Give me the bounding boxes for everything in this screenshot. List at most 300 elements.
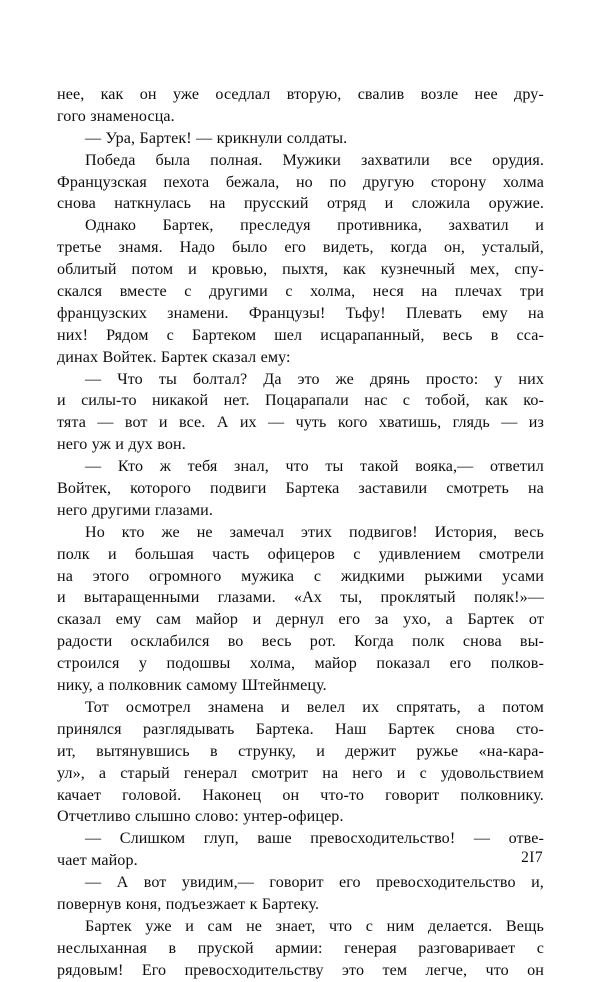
word: уже <box>145 917 172 935</box>
text-line <box>57 916 544 938</box>
word: вытаращенными <box>83 589 200 607</box>
word: динах <box>57 348 99 366</box>
word: кто <box>121 523 145 541</box>
word: этого <box>92 567 130 585</box>
word: усталый, <box>481 239 544 257</box>
word: он <box>527 961 544 979</box>
word: Что <box>117 370 143 388</box>
word: Войтек, <box>57 480 112 498</box>
word: рот. <box>309 633 336 651</box>
word: неся <box>372 283 404 301</box>
word: Плевать <box>405 304 462 322</box>
word: чает <box>57 852 87 870</box>
text-line <box>57 303 544 325</box>
text-line <box>57 369 544 391</box>
word: сказал <box>212 348 257 366</box>
word: вон. <box>157 436 186 454</box>
word: никакой <box>151 392 209 410</box>
word: А <box>216 414 229 432</box>
text-line <box>57 84 544 106</box>
word: на <box>421 283 438 301</box>
word: ему: <box>260 348 291 366</box>
word: захватил <box>448 217 509 235</box>
word: строился <box>57 655 120 673</box>
word: держит <box>345 742 397 760</box>
word: полковнику. <box>460 786 544 804</box>
word: же <box>161 523 180 541</box>
word: шел <box>274 326 303 344</box>
word: на <box>57 567 73 585</box>
word: — <box>501 414 518 432</box>
word: тебя <box>187 458 218 476</box>
word: кузнечный <box>380 261 456 279</box>
word: уже <box>172 86 200 103</box>
word: Вещь <box>505 917 544 935</box>
word: дернул <box>275 611 324 629</box>
text-line <box>57 741 544 763</box>
word: майор. <box>91 852 138 870</box>
word: ему <box>115 611 142 629</box>
word: них! <box>57 326 89 344</box>
word: ним <box>386 917 415 935</box>
word: ты <box>325 458 344 476</box>
word: полная. <box>210 151 263 169</box>
word: Бартек <box>467 611 515 629</box>
word: бежала, <box>225 173 280 191</box>
word: знамена <box>207 698 264 716</box>
text-line <box>57 675 544 697</box>
word: уж <box>91 436 111 454</box>
text-line <box>57 763 544 785</box>
word: кровью, <box>211 261 268 279</box>
word: третье <box>57 239 102 257</box>
word: унтер-офицер. <box>243 808 344 826</box>
word: а <box>97 677 105 695</box>
word: пыхтя, <box>282 261 329 279</box>
word: проклятый <box>380 589 456 607</box>
word: снова <box>462 633 502 651</box>
word: качает <box>57 786 102 804</box>
text-line <box>57 237 544 259</box>
word: с <box>402 392 411 410</box>
word: Штейнмецу. <box>241 677 327 695</box>
word: и <box>252 611 262 629</box>
text-line <box>57 960 544 982</box>
word: с <box>353 545 361 563</box>
word: подвигов! <box>348 523 418 541</box>
word: просто: <box>425 370 479 388</box>
word: слышно <box>134 808 191 826</box>
word: его <box>284 239 307 257</box>
word: и <box>280 698 290 716</box>
text-line <box>57 609 544 631</box>
word: Бартек <box>387 720 435 738</box>
word: захватили <box>360 151 430 169</box>
word: ухо, <box>403 611 432 629</box>
word: Мужики <box>282 151 341 169</box>
word: знамя. <box>118 239 163 257</box>
word: на <box>527 304 544 322</box>
word: и <box>188 261 197 279</box>
word: и <box>107 545 117 563</box>
text-line <box>57 347 544 369</box>
word: была <box>155 151 191 169</box>
word: весь <box>261 633 292 651</box>
word: удовольствием <box>440 764 544 782</box>
word: у <box>138 655 148 673</box>
word: их <box>239 414 257 432</box>
word: Тот <box>85 698 109 716</box>
word: поляк!»— <box>473 589 544 607</box>
word: противника, <box>337 217 422 235</box>
word: осмотрел <box>125 698 191 716</box>
word: велел <box>306 698 346 716</box>
text-line <box>57 938 544 960</box>
word: Победа <box>85 151 136 169</box>
word: неслыханная <box>57 939 147 957</box>
text-line <box>57 456 544 478</box>
word: не <box>196 523 213 541</box>
word: увидим,— <box>181 874 254 892</box>
word: Рядом <box>106 326 149 344</box>
word: — <box>196 129 213 147</box>
word: глазами. <box>217 589 276 607</box>
word: когда <box>390 239 428 257</box>
text-line <box>57 478 544 500</box>
page-text-block <box>57 84 544 982</box>
word: пехота <box>163 173 210 191</box>
word: Ура, <box>105 129 136 147</box>
word: Бартека <box>285 480 340 498</box>
word: ты <box>158 370 177 388</box>
word: сам <box>207 917 233 935</box>
word: с <box>365 917 374 935</box>
text-line <box>57 172 544 194</box>
word: Тьфу! <box>345 304 386 322</box>
word: за <box>374 611 389 629</box>
word: его <box>339 874 361 892</box>
word: во <box>227 633 244 651</box>
word: исцарапанный, <box>320 326 425 344</box>
word: рыжими <box>424 567 483 585</box>
word: вторую, <box>286 86 342 103</box>
word: разглядывать <box>143 720 235 738</box>
word: дрянь <box>369 370 410 388</box>
word: спрятать, <box>396 698 461 716</box>
word: знамени. <box>167 304 229 322</box>
word: Бартеку. <box>261 895 320 913</box>
word: глуп, <box>203 830 239 848</box>
word: ул», <box>57 764 85 782</box>
word: что <box>328 917 353 935</box>
word: Когда <box>354 633 394 651</box>
word: Надо <box>179 239 216 257</box>
word: огромного <box>148 567 222 585</box>
word: вот <box>143 874 167 892</box>
word: Кто <box>117 458 144 476</box>
word: них <box>518 370 544 388</box>
word: него <box>57 501 88 519</box>
word: он <box>282 786 300 804</box>
text-line <box>57 434 544 456</box>
word: что <box>285 458 309 476</box>
word: Бартеком <box>192 326 257 344</box>
word: снова <box>456 720 495 738</box>
word: весь <box>514 523 544 541</box>
word: а <box>98 764 107 782</box>
word: плечах <box>454 283 503 301</box>
word: «на-кара- <box>478 742 544 760</box>
word: не <box>246 917 263 935</box>
word: же <box>335 370 354 388</box>
word: подвиги <box>210 480 267 498</box>
word: дух <box>128 436 153 454</box>
word: вытянувшись <box>96 742 190 760</box>
word: его <box>449 655 472 673</box>
text-line <box>57 215 544 237</box>
word: — <box>85 370 102 388</box>
word: потом <box>502 698 544 716</box>
word: сложила <box>411 195 471 213</box>
word: французских <box>57 304 147 322</box>
word: подъезжает <box>165 895 246 913</box>
word: нику, <box>57 677 93 695</box>
word: него <box>57 436 88 454</box>
word: на <box>322 764 339 782</box>
word: вояка,— <box>415 458 474 476</box>
text-line <box>57 653 544 675</box>
word: осклабился <box>130 633 210 651</box>
text-line <box>57 872 544 894</box>
word: — <box>97 414 114 432</box>
word: мужика <box>241 567 295 585</box>
word: генерая <box>344 939 397 957</box>
word: Бартек <box>85 917 132 935</box>
word: полковник <box>108 677 182 695</box>
word: с <box>285 283 293 301</box>
word: в <box>168 939 177 957</box>
word: отряд <box>327 195 367 213</box>
text-line <box>57 500 544 522</box>
text-line <box>57 128 544 150</box>
word: ваше <box>257 830 292 848</box>
word: — <box>85 129 102 147</box>
word: полк <box>411 633 445 651</box>
word: говорит <box>385 786 440 804</box>
word: Наконец <box>202 786 262 804</box>
word: делается. <box>427 917 493 935</box>
word: офицеров <box>267 545 336 563</box>
word: он, <box>444 239 466 257</box>
word: показал <box>376 655 431 673</box>
word: превосходительство <box>376 874 516 892</box>
word: дру- <box>514 86 544 103</box>
word: генерал <box>183 764 238 782</box>
word: мех, <box>469 261 500 279</box>
word: Бартек <box>160 348 208 366</box>
word: усами <box>502 567 544 585</box>
word: А <box>116 874 129 892</box>
word: солдаты. <box>286 129 348 147</box>
text-line <box>57 828 544 850</box>
word: ответил <box>489 458 544 476</box>
word: подошвы <box>166 655 231 673</box>
word: превосходительство! <box>310 830 456 848</box>
word: ему <box>482 304 508 322</box>
word: легче, <box>425 961 468 979</box>
word: удивлением <box>378 545 461 563</box>
word: а <box>477 698 486 716</box>
word: и <box>316 742 325 760</box>
word: пруской <box>197 939 254 957</box>
word: кого <box>337 414 368 432</box>
word: и <box>57 589 66 607</box>
word: струнку, <box>238 742 296 760</box>
word: с <box>184 283 192 301</box>
word: и <box>396 764 406 782</box>
word: большая <box>134 545 194 563</box>
text-line <box>57 281 544 303</box>
word: и <box>185 917 194 935</box>
word: смотрели <box>478 545 544 563</box>
word: облитый <box>57 261 117 279</box>
word: ит, <box>57 742 76 760</box>
word: сторону <box>430 173 487 191</box>
word: а <box>445 611 453 629</box>
word: гого <box>57 107 86 125</box>
word: часть <box>212 545 250 563</box>
text-line <box>57 150 544 172</box>
word: орудия. <box>492 151 544 169</box>
word: но <box>295 173 313 191</box>
word: которого <box>130 480 191 498</box>
word: наткнулась <box>114 195 192 213</box>
word: другую <box>362 173 415 191</box>
word: что-то <box>320 786 365 804</box>
word: скался <box>57 283 103 301</box>
word: как <box>485 392 508 410</box>
word: знаменосца. <box>90 107 175 125</box>
word: с <box>313 567 322 585</box>
word: в <box>210 742 218 760</box>
word: с <box>419 764 427 782</box>
word: полк <box>57 545 90 563</box>
word: к <box>249 895 258 913</box>
word: сса- <box>516 326 544 344</box>
word: заставили <box>358 480 428 498</box>
word: Однако <box>85 217 137 235</box>
word: него <box>352 764 383 782</box>
word: вот <box>124 414 148 432</box>
word: это <box>342 961 365 979</box>
word: холма, <box>249 655 296 673</box>
word: видеть, <box>322 239 374 257</box>
word: Бартека. <box>255 720 314 738</box>
word: — <box>85 458 102 476</box>
word: глазами. <box>154 501 213 519</box>
text-line <box>57 259 544 281</box>
word: Французы! <box>248 304 326 322</box>
word: возле <box>420 86 459 103</box>
word: из <box>528 414 544 432</box>
word: преследуя <box>240 217 311 235</box>
word: силы-то <box>81 392 137 410</box>
text-line <box>57 544 544 566</box>
word: Поцарапали <box>264 392 349 410</box>
page-number: 2I7 <box>521 849 543 866</box>
text-line <box>57 785 544 807</box>
word: их <box>362 698 380 716</box>
text-line <box>57 697 544 719</box>
word: и <box>57 392 66 410</box>
word: холма, <box>310 283 356 301</box>
word: этих <box>301 523 333 541</box>
word: тята <box>57 414 86 432</box>
word: рядовым! <box>57 961 124 979</box>
word: жидкими <box>340 567 405 585</box>
word: превосходительству <box>184 961 324 979</box>
word: другими <box>91 501 151 519</box>
word: Бартек, <box>162 217 214 235</box>
word: как <box>342 261 366 279</box>
text-line <box>57 894 544 916</box>
word: самому <box>186 677 238 695</box>
word: Да <box>263 370 282 388</box>
word: с <box>166 326 174 344</box>
word: тобой, <box>425 392 470 410</box>
word: коня, <box>125 895 162 913</box>
word: Бартек! <box>139 129 192 147</box>
word: нее, <box>57 86 85 103</box>
word: смотреть <box>446 480 509 498</box>
text-line <box>57 587 544 609</box>
word: и <box>158 414 168 432</box>
word: с <box>536 939 544 957</box>
word: ружье <box>416 742 459 760</box>
word: — <box>85 874 102 892</box>
word: ж <box>159 458 171 476</box>
word: История, <box>434 523 498 541</box>
word: принялся <box>57 720 122 738</box>
word: старый <box>120 764 170 782</box>
word: Слишком <box>119 830 186 848</box>
word: другими <box>209 283 268 301</box>
word: вы- <box>519 633 544 651</box>
word: сказал <box>57 611 102 629</box>
text-line <box>57 325 544 347</box>
word: холма <box>502 173 544 191</box>
word: — <box>85 830 102 848</box>
word: оседлал <box>215 86 271 103</box>
word: свалив <box>357 86 405 103</box>
word: знает, <box>275 917 316 935</box>
word: вместе <box>119 283 167 301</box>
word: три <box>519 283 544 301</box>
word: ко- <box>523 392 544 410</box>
word: нас <box>364 392 388 410</box>
word: что <box>485 961 509 979</box>
text-line <box>57 719 544 741</box>
text-line <box>57 390 544 412</box>
word: сам <box>156 611 181 629</box>
word: головой. <box>122 786 182 804</box>
word: Французская <box>57 173 147 191</box>
word: полков- <box>490 655 544 673</box>
text-line <box>57 566 544 588</box>
word: и <box>535 217 544 235</box>
word: прусский <box>243 195 309 213</box>
word: потом <box>131 261 174 279</box>
